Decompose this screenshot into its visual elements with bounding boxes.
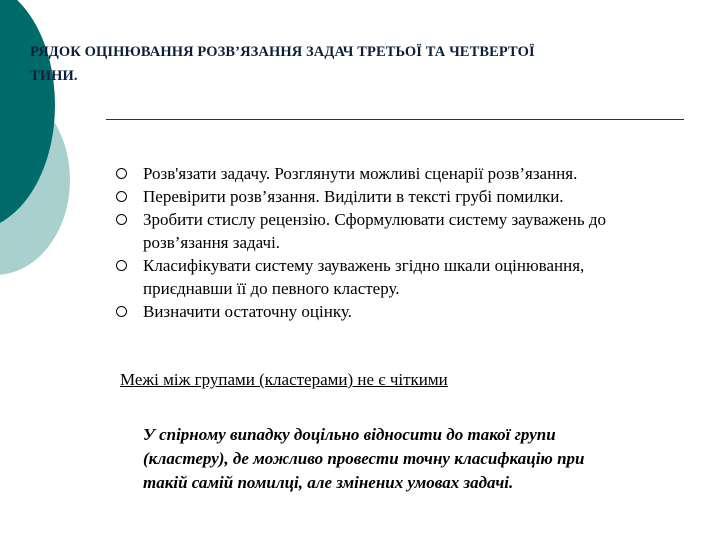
list-item-text: Визначити остаточну оцінку. <box>143 302 352 321</box>
list-item-text: Класифікувати систему зауважень згідно шкали оцінювання, приєднавши її до певного кластеру. <box>143 256 585 298</box>
list-item-text: Перевірити розв’язання. Виділити в тексті грубі помилки. <box>143 187 564 206</box>
conclusion-text: У спірному випадку доцільно відносити до такої групи (кластеру), де можливо провести точну класифкацію при такій самій помилці, але змінених умовах задачі. <box>143 425 585 492</box>
hollow-circle-bullet-icon <box>116 191 127 202</box>
list-item <box>116 185 656 208</box>
slide-title: РЯДОК ОЦІНЮВАННЯ РОЗВ’ЯЗАННЯ ЗАДАЧ ТРЕТЬОЇ ТА ЧЕТВЕРТОЇ ТИНИ. <box>30 44 535 84</box>
cluster-boundary-note: Межі між групами (кластерами) не є чіткими <box>120 370 448 389</box>
list-item-text: Зробити стислу рецензію. Сформулювати систему зауважень до розв’язання задачі. <box>143 210 607 252</box>
list-item <box>116 300 656 323</box>
hollow-circle-bullet-icon <box>116 168 127 179</box>
list-item <box>116 162 656 185</box>
hollow-circle-bullet-icon <box>116 214 127 225</box>
hollow-circle-bullet-icon <box>116 260 127 271</box>
steps-list <box>116 162 656 323</box>
list-item <box>116 208 656 254</box>
list-item <box>116 254 656 300</box>
title-divider <box>106 119 684 120</box>
hollow-circle-bullet-icon <box>116 306 127 317</box>
list-item-text: Розв'язати задачу. Розглянути можливі сценарії розв’язання. <box>143 164 578 183</box>
